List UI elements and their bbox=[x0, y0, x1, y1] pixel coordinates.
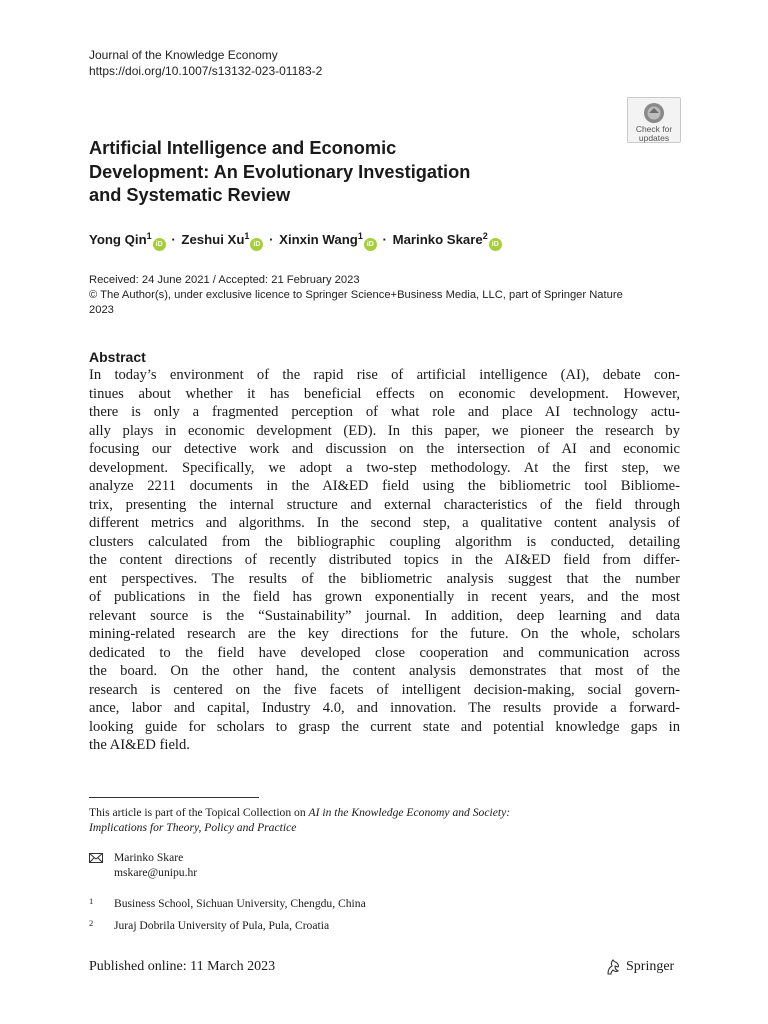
published-online-date: Published online: 11 March 2023 bbox=[89, 959, 276, 974]
abstract-line: looking guide for scholars to grasp the current state and potential knowledge gaps in bbox=[89, 718, 680, 735]
author-name[interactable]: Xinxin Wang bbox=[279, 232, 358, 247]
topical-collection-note bbox=[89, 805, 510, 835]
orcid-icon[interactable]: iD bbox=[250, 238, 263, 251]
collection-name[interactable]: AI in the Knowledge Economy and Society: bbox=[308, 806, 511, 819]
abstract-line: In today’s environment of the rapid rise of artificial intelligence (AI), debate con- bbox=[89, 367, 680, 383]
abstract-line: analyze 2211 documents in the AI&ED field using the bibliometric tool Bibliome- bbox=[89, 478, 680, 494]
abstract-line: focusing our detective work and discussion on the intersection of AI and economic bbox=[89, 441, 680, 457]
footnote-divider bbox=[89, 797, 259, 798]
author-name[interactable]: Yong Qin bbox=[89, 232, 147, 247]
affiliation-number: 2 bbox=[89, 918, 94, 928]
journal-name: Journal of the Knowledge Economy bbox=[89, 48, 278, 62]
abstract-line: development. Specifically, we adopt a two-step methodology. At the first step, we bbox=[89, 459, 680, 476]
author-separator: · bbox=[269, 232, 274, 247]
author-name[interactable]: Zeshui Xu bbox=[181, 232, 245, 247]
abstract-line: dedicated to the field have developed close cooperation and communication across bbox=[89, 644, 680, 661]
footnote-prefix: This article is part of the Topical Collection on bbox=[89, 806, 309, 819]
abstract-line: tinues about whether it has beneficial effects on economic development. However, bbox=[89, 385, 680, 402]
abstract-line: ally plays in economic development (ED). In this paper, we pioneer the research by bbox=[89, 422, 680, 439]
corresponding-author-name: Marinko Skare bbox=[114, 851, 184, 864]
affiliation-number: 1 bbox=[89, 896, 94, 906]
affiliation-2 bbox=[89, 916, 329, 933]
abstract-line: mining-related research are the key directions for the future. On the whole, scholars bbox=[89, 626, 680, 642]
affiliation-text: Juraj Dobrila University of Pula, Pula, Croatia bbox=[114, 919, 330, 932]
envelope-icon bbox=[89, 852, 103, 867]
title-line: Development: An Evolutionary Investigation bbox=[89, 161, 471, 182]
author-affiliation-mark: 2 bbox=[482, 231, 488, 241]
copyright-year: 2023 bbox=[89, 304, 114, 317]
abstract-heading: Abstract bbox=[89, 349, 146, 365]
abstract-body bbox=[89, 366, 680, 755]
author-separator: · bbox=[382, 232, 387, 247]
abstract-line: the board. On the other hand, the content analysis demonstrates that most of the bbox=[89, 663, 680, 679]
affiliation-text: Business School, Sichuan University, Chengdu, China bbox=[114, 897, 366, 910]
abstract-line: the content directions of recently distributed topics in the AI&ED field from differ- bbox=[89, 552, 680, 568]
received-accepted-dates: Received: 24 June 2021 / Accepted: 21 February 2023 bbox=[89, 274, 360, 286]
author-affiliation-mark: 1 bbox=[146, 231, 152, 241]
corresponding-author bbox=[89, 850, 197, 880]
publication-history bbox=[89, 273, 623, 319]
author-affiliation-mark: 1 bbox=[244, 231, 250, 241]
publisher-logo[interactable] bbox=[604, 958, 674, 976]
orcid-icon[interactable]: iD bbox=[489, 238, 502, 251]
check-for-updates-badge[interactable] bbox=[627, 97, 681, 143]
abstract-line: ent perspectives. The results of the bibliometric analysis suggest that the number bbox=[89, 570, 680, 587]
abstract-line: different metrics and algorithms. In the second step, a qualitative content analysis of bbox=[89, 515, 680, 531]
publisher-name: Springer bbox=[626, 959, 675, 974]
author-separator: · bbox=[171, 232, 176, 247]
orcid-icon[interactable]: iD bbox=[153, 238, 166, 251]
abstract-line: of publications in the field has grown exponentially in recent years, and the most bbox=[89, 589, 680, 605]
paper-title bbox=[89, 137, 559, 208]
abstract-line: research is centered on the five facets of intelligent decision-making, social govern- bbox=[89, 681, 680, 698]
abstract-line: relevant source is the “Sustainability” journal. In addition, deep learning and data bbox=[89, 607, 680, 624]
journal-header bbox=[89, 48, 322, 79]
author-affiliation-mark: 1 bbox=[357, 231, 363, 241]
author-list bbox=[89, 231, 502, 251]
abstract-line: trix, presenting the internal structure and external characteristics of the field through bbox=[89, 496, 680, 513]
abstract-line: there is only a fragmented perception of what role and place AI technology actu- bbox=[89, 404, 680, 420]
collection-name-cont[interactable]: Implications for Theory, Policy and Practice bbox=[89, 821, 297, 834]
check-updates-line1: Check for bbox=[635, 124, 673, 134]
doi-link[interactable]: https://doi.org/10.1007/s13132-023-01183-2 bbox=[89, 63, 323, 78]
copyright-line: © The Author(s), under exclusive licence to Springer Science+Business Media, LLC, part of Springer Nature bbox=[89, 289, 623, 302]
check-updates-line2: updates bbox=[638, 132, 670, 143]
abstract-line: clusters calculated from the bibliographic coupling algorithm is conducted, detailing bbox=[89, 533, 680, 550]
abstract-line: ance, labor and capital, Industry 4.0, and innovation. The results provide a forward- bbox=[89, 700, 680, 716]
abstract-line: the AI&ED field. bbox=[89, 737, 190, 753]
title-line: and Systematic Review bbox=[89, 185, 291, 205]
affiliation-1 bbox=[89, 894, 366, 911]
check-updates-icon bbox=[641, 101, 667, 125]
author-name[interactable]: Marinko Skare bbox=[392, 232, 483, 247]
title-line: Artificial Intelligence and Economic bbox=[89, 138, 397, 158]
corresponding-author-email[interactable]: mskare@unipu.hr bbox=[114, 866, 198, 879]
orcid-icon[interactable]: iD bbox=[364, 238, 377, 251]
springer-horse-icon bbox=[604, 958, 622, 976]
